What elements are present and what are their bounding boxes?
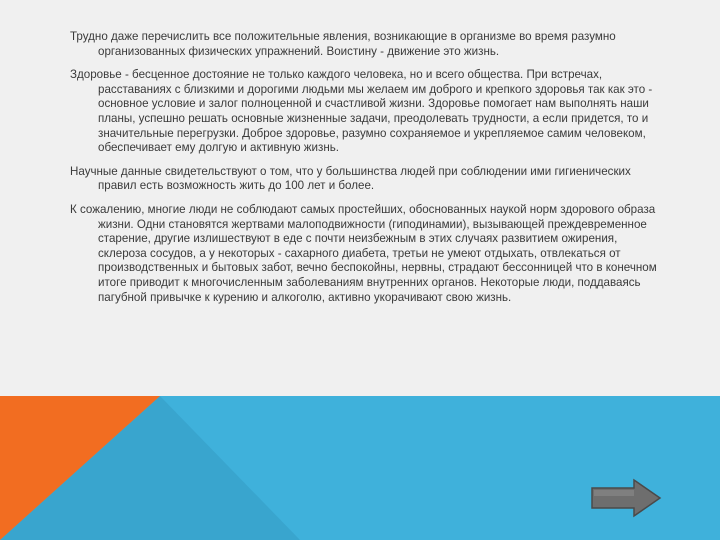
decorative-footer-band: [0, 396, 720, 540]
paragraph-health-value: Здоровье - бесценное достояние не только каждого человека, но и всего общества. При встречах, расставаниях с близкими и дорогими людьми мы желаем им доброго и крепкого здоровья так как это - основное условие и залог полноценной и счастливой жизни. Здоровье помогает нам выполнять наши планы, успешно решать основные жизненные задачи, преодолевать трудности, а если придется, то и значительные перегрузки. Доброе здоровье, разумно сохраняемое и укрепляемое самим человеком, обеспечивает ему долгую и активную жизнь.: [70, 68, 653, 155]
slide-body-text: [70, 30, 660, 314]
paragraph-scientific-data: Научные данные свидетельствуют о том, что у большинства людей при соблюдении ими гигиенических правил есть возможность жить до 100 лет и более.: [70, 164, 631, 193]
paragraph-unhealthy-habits: К сожалению, многие люди не соблюдают самых простейших, обоснованных наукой норм здорового образа жизни. Одни становятся жертвами малоподвижности (гиподинамии), вызывающей преждевременное старение, другие излишествуют в еде с почти неизбежным в этих случаях развитием ожирения, склероза сосудов, а у некоторых - сахарного диабета, третьи не умеют отдыхать, отвлекаться от производственных и бытовых забот, вечно беспокойны, нервны, страдают бессонницей что в конечном итоге приводит к многочисленным заболеваниям внутренних органов. Некоторые люди, поддаваясь пагубной привычке к курению и алкоголю, активно укорачивают свою жизнь.: [70, 202, 657, 304]
right-arrow-icon: [592, 480, 660, 516]
paragraph-intro: Трудно даже перечислить все положительные явления, возникающие в организме во время разумно организованных физических упражнений. Воистину - движение это жизнь.: [70, 30, 616, 58]
next-slide-button[interactable]: [590, 478, 664, 518]
